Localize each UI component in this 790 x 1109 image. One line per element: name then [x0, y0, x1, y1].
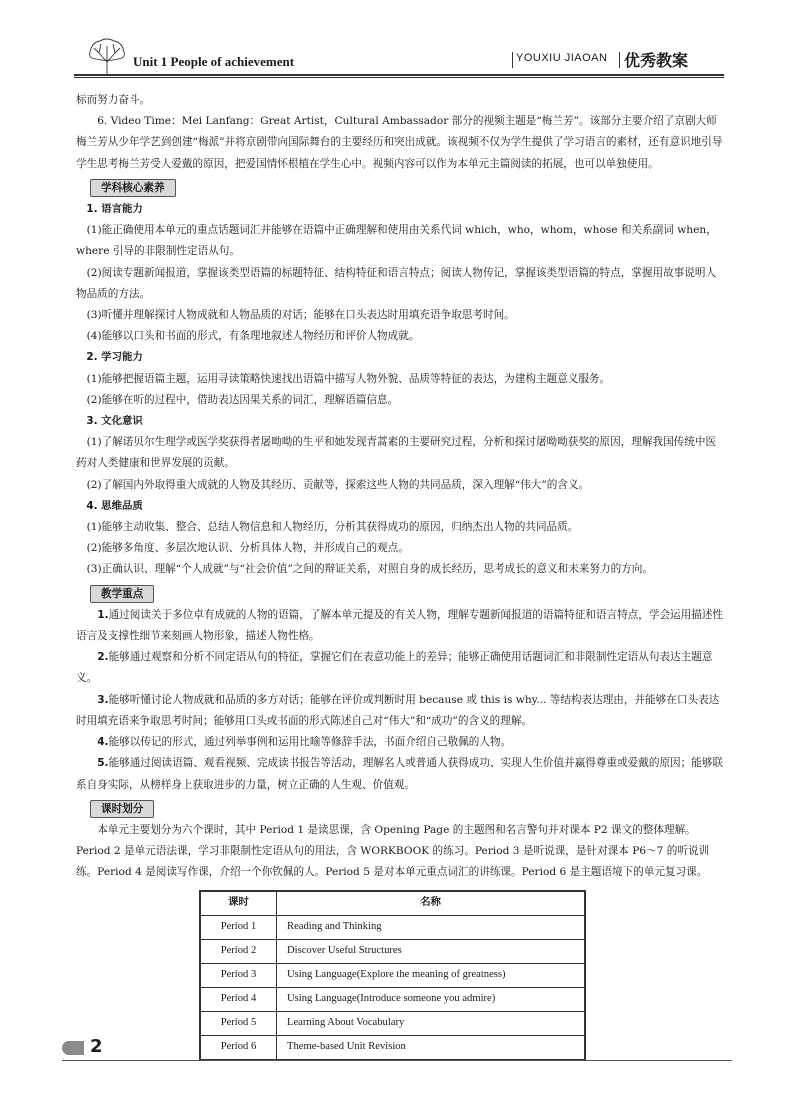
tree-logo-icon — [86, 38, 128, 76]
table-cell: Using Language(Explore the meaning of greatness) — [277, 963, 586, 987]
header-rule — [74, 74, 724, 76]
list-item: (1)能正确使用本单元的重点话题词汇并能够在语篇中正确理解和使用由关系代词 which，who，whom，whose 和关系副词 when，where 引导的非限制性定语从句。 — [76, 224, 717, 258]
list-item: 2.能够通过观察和分析不同定语从句的特征，掌握它们在表意功能上的差异；能够正确使用话题词汇和非限制性定语从句表达主题意义。 — [76, 651, 713, 685]
table-cell: Period 4 — [200, 987, 277, 1011]
footer-rule — [62, 1060, 732, 1061]
paragraph: 本单元主要划分为六个课时，其中 Period 1 是读思课，含 Opening Page 的主题图和名言警句并对课本 P2 课文的整体理解。Period 2 是单元语法课，学习非限制性定语从句的用法，含 WORKBOOK 的练习。Period 3 是听说课，是针对课本 P6～7 的听说训练。Period 4 是阅读写作课，介绍一个你钦佩的人。Period 5 是对本单元重点词汇的讲练课。Period 6 是主题语境下的单元复习课。 — [76, 823, 710, 879]
page-body — [76, 90, 724, 1061]
list-item: (1)了解诺贝尔生理学或医学奖获得者屠呦呦的生平和她发现青蒿素的主要研究过程，分析和探讨屠呦呦获奖的原因，理解我国传统中医药对人类健康和世界发展的贡献。 — [76, 436, 717, 470]
header-divider — [512, 52, 513, 68]
section-tag-periods: 课时划分 — [90, 800, 154, 818]
list-item: 1.通过阅读关于多位卓有成就的人物的语篇，了解本单元提及的有关人物，理解专题新闻报道的语篇特征和语言特点，学会运用描述性语言及支撑性细节来刻画人物形象，描述人物性格。 — [76, 608, 724, 643]
list-item: (3)正确认识、理解“个人成就”与“社会价值”之间的辩证关系，对照自身的成长经历，思考成长的意义和未来努力的方向。 — [86, 563, 653, 576]
table-cell: Period 1 — [200, 915, 277, 939]
page-number: 2 — [90, 1036, 103, 1057]
list-item: 5.能够通过阅读语篇、观看视频、完成读书报告等活动，理解名人或普通人获得成功、实现人生价值并赢得尊重或爱戴的原因；能够联系自身实际，从榜样身上获取进步的力量，树立正确的人生观、价值观。 — [76, 757, 724, 791]
table-cell: Reading and Thinking — [277, 915, 586, 939]
section-tag-core-literacy: 学科核心素养 — [90, 179, 176, 197]
subsection-title: 3. 文化意识 — [86, 415, 143, 428]
table-row — [200, 1011, 585, 1035]
list-item: (1)能够把握语篇主题，运用寻读策略快速找出语篇中描写人物外貌、品质等特征的表达，为建构主题意义服务。 — [86, 372, 611, 385]
table-header-row — [200, 891, 585, 916]
table-cell: Period 3 — [200, 963, 277, 987]
header-rule — [74, 77, 724, 78]
list-item: (3)听懂并理解探讨人物成就和人物品质的对话；能够在口头表达时用填充语争取思考时间。 — [86, 309, 515, 322]
list-item: (2)阅读专题新闻报道，掌握该类型语篇的标题特征、结构特征和语言特点；阅读人物传记，掌握该类型语篇的特点，掌握用故事说明人物品质的方法。 — [76, 266, 717, 300]
table-row — [200, 963, 585, 987]
list-item: (4)能够以口头和书面的形式，有条理地叙述人物经历和评价人物成就。 — [86, 330, 420, 343]
brand-label: YOUXIU JIAOAN — [516, 52, 608, 64]
subsection-title: 4. 思维品质 — [86, 499, 143, 512]
table-cell: Discover Useful Structures — [277, 939, 586, 963]
table-cell: Period 6 — [200, 1035, 277, 1060]
section-tag-teaching-focus: 教学重点 — [90, 585, 154, 603]
table-row — [200, 987, 585, 1011]
period-table — [199, 890, 586, 1061]
list-item: (2)能够在听的过程中，借助表达因果关系的词汇，理解语篇信息。 — [86, 393, 399, 406]
footer-tab — [62, 1041, 84, 1055]
table-header: 名称 — [277, 891, 586, 916]
table-cell: Learning About Vocabulary — [277, 1011, 586, 1035]
table-cell: Period 5 — [200, 1011, 277, 1035]
header-divider — [619, 52, 620, 68]
unit-title: Unit 1 People of achievement — [133, 54, 295, 69]
list-item: (2)了解国内外取得重大成就的人物及其经历、贡献等，探索这些人物的共同品质，深入理解“伟大”的含义。 — [86, 478, 590, 491]
table-row — [200, 939, 585, 963]
table-cell: Using Language(Introduce someone you admire) — [277, 987, 586, 1011]
subsection-title: 2. 学习能力 — [86, 351, 143, 364]
table-header: 课时 — [200, 891, 277, 916]
page-header — [0, 0, 790, 80]
table-row — [200, 915, 585, 939]
paragraph: 6. Video Time：Mei Lanfang：Great Artist，Cultural Ambassador 部分的视频主题是“梅兰芳”。该部分主要介绍了京剧大师梅兰芳从少年学艺到创建“梅派”并将京剧带向国际舞台的主要经历和突出成就。该视频不仅为学生提供了学习语言的素材，还有意识地引导学生思考梅兰芳受人爱戴的原因，把爱国情怀根植在学生心中。视频内容可以作为本单元主篇阅读的拓展，也可以单独使用。 — [76, 115, 723, 170]
table-cell: Period 2 — [200, 939, 277, 963]
subsection-title: 1. 语言能力 — [86, 203, 143, 216]
brand-label-cn: 优秀教案 — [624, 51, 689, 70]
paragraph: 标而努力奋斗。 — [76, 94, 151, 106]
list-item: 4.能够以传记的形式，通过列举事例和运用比喻等修辞手法，书面介绍自己敬佩的人物。 — [97, 736, 512, 749]
table-cell: Theme-based Unit Revision — [277, 1035, 586, 1060]
list-item: (2)能够多角度、多层次地认识、分析具体人物，并形成自己的观点。 — [86, 542, 409, 555]
list-item: (1)能够主动收集、整合、总结人物信息和人物经历，分析其获得成功的原因，归纳杰出人物的共同品质。 — [86, 521, 579, 534]
list-item: 3.能够听懂讨论人物成就和品质的多方对话；能够在评价或判断时用 because 或 this is why... 等结构表达理由，并能够在口头表达时用填充语来争取思考时间；能够用口头或书面的形式陈述自己对“伟大”和“成功”的含义的理解。 — [76, 693, 720, 727]
table-row — [200, 1035, 585, 1060]
